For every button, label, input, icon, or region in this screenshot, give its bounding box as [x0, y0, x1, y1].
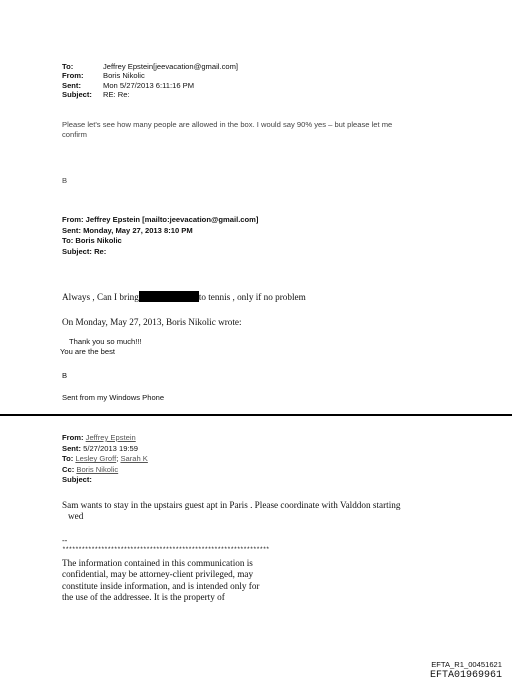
email2-from: From: Jeffrey Epstein [mailto:jeevacation@gmail.com]: [62, 215, 259, 224]
disclaimer-line2: confidential, may be attorney-client privileged, may: [62, 569, 254, 580]
email2-body: [62, 291, 306, 302]
email3-from-link[interactable]: Jeffrey Epstein: [85, 433, 136, 442]
subject-label: Subject:: [62, 90, 92, 100]
email2-quote-line1: Thank you so much!!!: [69, 337, 142, 346]
email2-quote-intro: On Monday, May 27, 2013, Boris Nikolic wrote:: [62, 317, 242, 327]
email3-sent-value: 5/27/2013 19:59: [83, 443, 139, 453]
email1-header: [62, 62, 322, 102]
sent-value: Mon 5/27/2013 6:11:16 PM: [103, 80, 195, 90]
to-label: To:: [62, 62, 74, 71]
to-value: Jeffrey Epstein[jeevacation@gmail.com]: [103, 62, 239, 71]
disclaimer-line1: The information contained in this communication is: [62, 558, 253, 568]
disclaimer-line3: constitute inside information, and is intended only for: [62, 580, 260, 591]
redaction-box: [139, 291, 199, 302]
email3-to-label: To:: [62, 454, 74, 464]
email1-body-line2: confirm: [62, 130, 87, 139]
disclaimer-line4: the use of the addressee. It is the property of: [62, 592, 225, 603]
from-value: Boris Nikolic: [103, 71, 145, 81]
sent-label: Sent:: [62, 80, 81, 90]
email3-from-label: From:: [62, 433, 84, 442]
email2-body-after: to tennis , only if no problem: [198, 292, 306, 302]
email2-subject: Subject: Re:: [62, 246, 107, 256]
email2-signature: Sent from my Windows Phone: [62, 393, 165, 402]
email3-body: [62, 500, 400, 522]
footer-id1: EFTA_R1_00451621: [431, 660, 502, 669]
email3-disclaimer: [62, 558, 260, 604]
email3-to-link-2[interactable]: Sarah K: [120, 454, 148, 464]
email3-cc-link[interactable]: Boris Nikolic: [76, 464, 119, 474]
email2-body-before: Always , Can I bring: [62, 292, 139, 302]
email3-header: [62, 433, 148, 486]
email3-to-link-1[interactable]: Lesley Groff: [75, 454, 117, 464]
email3-to-sep: ;: [116, 454, 119, 464]
email2-header: [62, 215, 258, 257]
email2-sent: Sent: Monday, May 27, 2013 8:10 PM: [62, 225, 193, 235]
email3-body-line1: Sam wants to stay in the upstairs guest apt in Paris . Please coordinate with Valddon starting: [62, 500, 401, 510]
from-label: From:: [62, 71, 84, 81]
email2-to: To: Boris Nikolic: [62, 236, 122, 245]
email3-sent-label: Sent:: [62, 443, 81, 453]
email3-body-line2: wed: [68, 511, 84, 521]
email2-quote-line2: You are the best: [60, 347, 116, 356]
email3-stars: ****************************************************************: [62, 546, 270, 553]
email1-body-line1: Please let's see how many people are allowed in the box. I would say 90% yes – but please let me: [62, 120, 393, 129]
email1-body: [62, 120, 462, 140]
subject-value: RE: Re:: [103, 90, 130, 100]
email3-subject-label: Subject:: [62, 475, 92, 485]
email1-sign: B: [62, 176, 68, 185]
email3-cc-label: Cc:: [62, 464, 75, 474]
separator-line: [0, 414, 512, 416]
email2-sign: B: [62, 371, 68, 380]
footer-id2: EFTA01969961: [429, 670, 502, 681]
email3-dash: --: [62, 536, 68, 545]
